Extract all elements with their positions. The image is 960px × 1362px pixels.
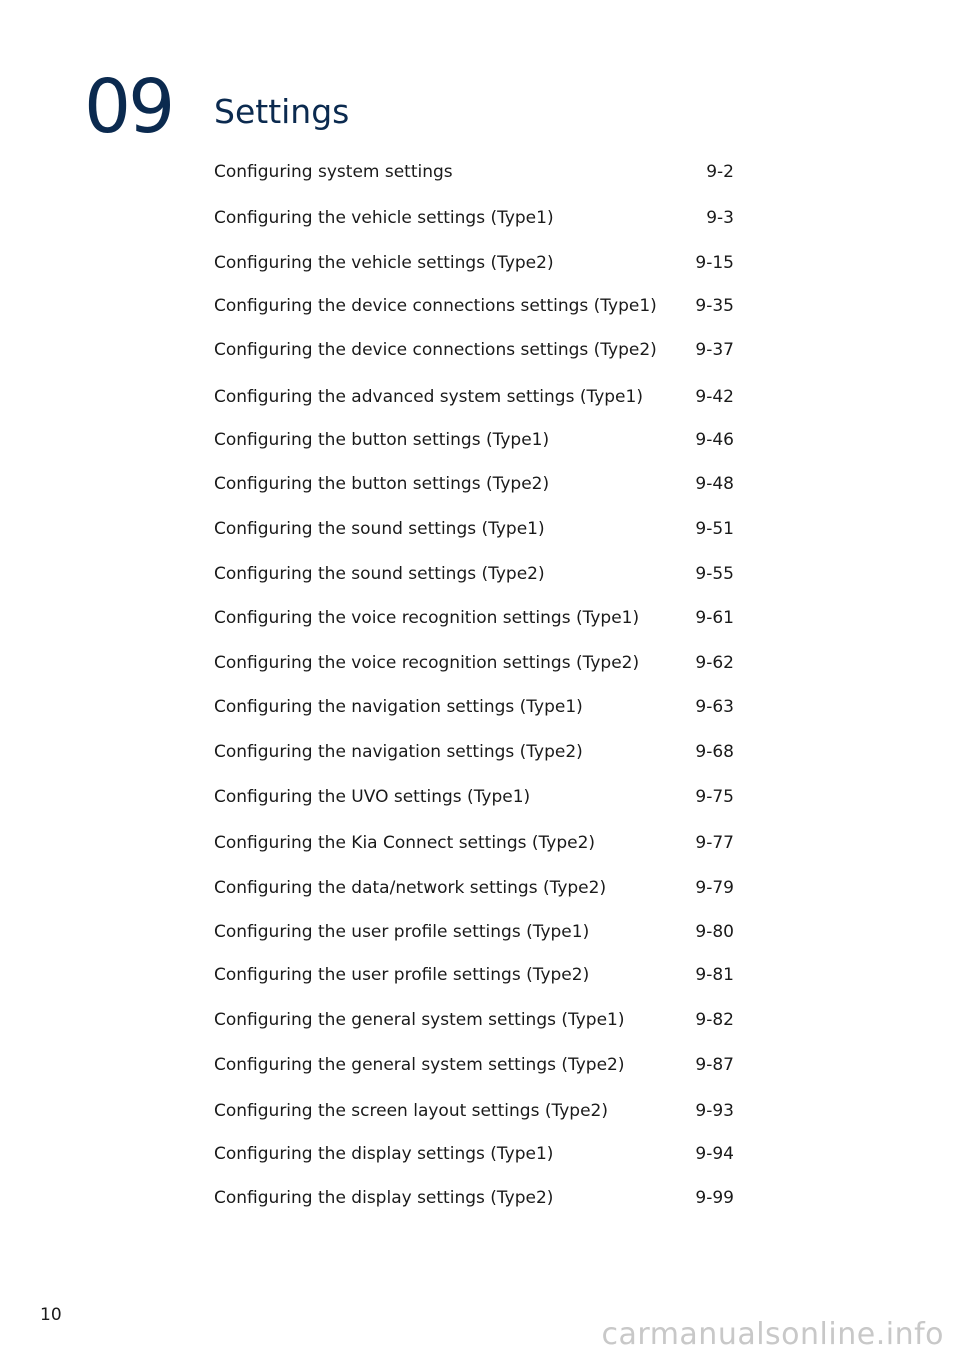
- toc-entry-page: 9-51: [695, 519, 734, 539]
- toc-entry-page: 9-80: [695, 922, 734, 942]
- toc-entry-page: 9-75: [695, 787, 734, 807]
- toc-entry-label: Configuring the navigation settings (Type1): [214, 697, 583, 717]
- toc-entry-label: Configuring the button settings (Type1): [214, 430, 550, 450]
- toc-entry-label: Configuring the display settings (Type2): [214, 1188, 554, 1208]
- chapter-number: 09: [84, 64, 173, 150]
- toc-entry-label: Configuring the advanced system settings (Type1): [214, 387, 643, 407]
- toc-entry-label: Configuring the button settings (Type2): [214, 474, 550, 494]
- toc-entry[interactable]: [214, 562, 734, 586]
- toc-entry[interactable]: [214, 338, 734, 362]
- watermark: carmanualsonline.info: [601, 1317, 944, 1352]
- toc-entry-page: 9-42: [695, 387, 734, 407]
- toc-entry-label: Configuring the general system settings (Type2): [214, 1055, 625, 1075]
- toc-entry[interactable]: [214, 1099, 734, 1123]
- toc-entry-page: 9-48: [695, 474, 734, 494]
- toc-entry[interactable]: [214, 472, 734, 496]
- toc-entry[interactable]: [214, 1008, 734, 1032]
- toc-entry-page: 9-3: [706, 208, 734, 228]
- toc-entry[interactable]: [214, 1186, 734, 1210]
- toc-entry-page: 9-94: [695, 1144, 734, 1164]
- toc-entry[interactable]: [214, 294, 734, 318]
- toc-entry-label: Configuring the UVO settings (Type1): [214, 787, 531, 807]
- toc-entry-label: Configuring the sound settings (Type1): [214, 519, 545, 539]
- toc-entry-page: 9-82: [695, 1010, 734, 1030]
- toc-entry-label: Configuring the voice recognition settings (Type2): [214, 653, 640, 673]
- chapter-title: Settings: [214, 92, 350, 131]
- page-number: 10: [40, 1305, 62, 1325]
- toc-entry-label: Configuring the data/network settings (Type2): [214, 878, 607, 898]
- toc-entry-label: Configuring the vehicle settings (Type1): [214, 208, 554, 228]
- toc-entry[interactable]: [214, 963, 734, 987]
- toc-entry[interactable]: [214, 1053, 734, 1077]
- toc-entry[interactable]: [214, 385, 734, 409]
- toc-entry-label: Configuring the user profile settings (Type1): [214, 922, 590, 942]
- toc-entry-page: 9-62: [695, 653, 734, 673]
- toc-entry-label: Configuring the device connections settings (Type2): [214, 340, 657, 360]
- toc-entry[interactable]: [214, 517, 734, 541]
- toc-entry-label: Configuring the voice recognition settings (Type1): [214, 608, 640, 628]
- toc-entry-page: 9-46: [695, 430, 734, 450]
- toc-entry-label: Configuring the sound settings (Type2): [214, 564, 545, 584]
- toc-entry-page: 9-79: [695, 878, 734, 898]
- toc-entry-page: 9-99: [695, 1188, 734, 1208]
- toc-entry[interactable]: [214, 251, 734, 275]
- toc-entry[interactable]: [214, 876, 734, 900]
- toc-entry-page: 9-87: [695, 1055, 734, 1075]
- toc-entry-page: 9-55: [695, 564, 734, 584]
- toc-entry-page: 9-2: [706, 162, 734, 182]
- toc-entry[interactable]: [214, 206, 734, 230]
- toc-entry-label: Configuring the screen layout settings (Type2): [214, 1101, 608, 1121]
- toc-entry[interactable]: [214, 785, 734, 809]
- toc-entry[interactable]: [214, 1142, 734, 1166]
- toc-entry-label: Configuring system settings: [214, 162, 453, 182]
- toc-entry-page: 9-61: [695, 608, 734, 628]
- toc-entry[interactable]: [214, 651, 734, 675]
- toc-entry-page: 9-93: [695, 1101, 734, 1121]
- toc-entry-label: Configuring the navigation settings (Type2): [214, 742, 583, 762]
- toc-entry-label: Configuring the device connections settings (Type1): [214, 296, 657, 316]
- toc-entry-page: 9-81: [695, 965, 734, 985]
- toc-entry[interactable]: [214, 740, 734, 764]
- toc-entry-label: Configuring the general system settings (Type1): [214, 1010, 625, 1030]
- toc-entry-page: 9-15: [695, 253, 734, 273]
- toc-entry-page: 9-63: [695, 697, 734, 717]
- toc-entry[interactable]: [214, 606, 734, 630]
- toc-entry[interactable]: [214, 920, 734, 944]
- toc-entry[interactable]: [214, 428, 734, 452]
- toc-entry[interactable]: [214, 695, 734, 719]
- toc-entry-label: Configuring the Kia Connect settings (Type2): [214, 833, 596, 853]
- toc-entry-label: Configuring the user profile settings (Type2): [214, 965, 590, 985]
- toc-entry-label: Configuring the display settings (Type1): [214, 1144, 554, 1164]
- toc-entry[interactable]: [214, 831, 734, 855]
- toc-entry-page: 9-37: [695, 340, 734, 360]
- toc-entry-page: 9-77: [695, 833, 734, 853]
- toc-entry-page: 9-35: [695, 296, 734, 316]
- toc-entry[interactable]: [214, 160, 734, 184]
- toc-entry-label: Configuring the vehicle settings (Type2): [214, 253, 554, 273]
- toc-entry-page: 9-68: [695, 742, 734, 762]
